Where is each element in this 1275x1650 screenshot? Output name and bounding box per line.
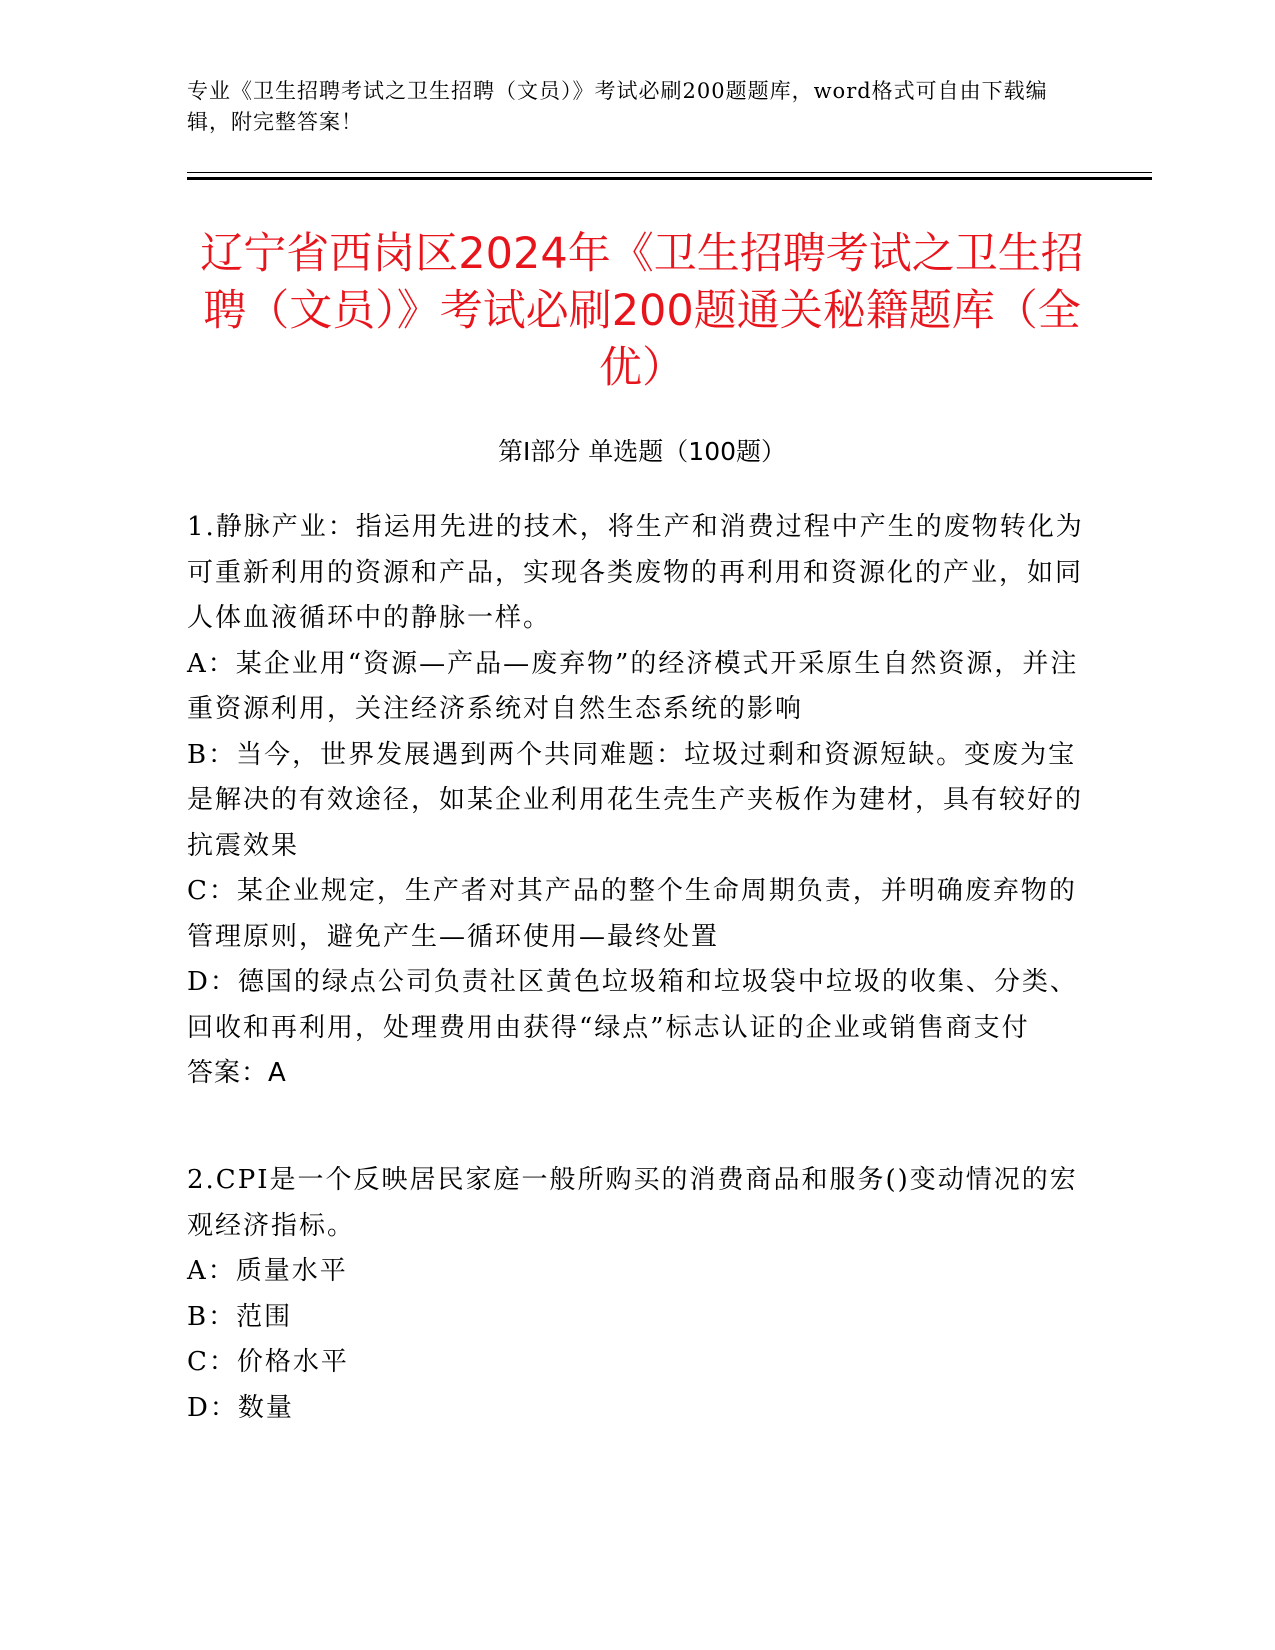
option-c: C：价格水平 <box>187 1347 349 1377</box>
option-d: D：数量 <box>187 1392 294 1423</box>
question-stem: 2.CPI是一个反映居民家庭一般所购买的消费商品和服务()变动情况的宏观经济指标。 <box>187 1165 1078 1241</box>
option-d: D：德国的绿点公司负责社区黄色垃圾箱和垃圾袋中垃圾的收集、分类、回收和再利用，处理费用由获得“绿点”标志认证的企业或销售商支付 <box>187 967 1078 1043</box>
section-heading: 第Ⅰ部分 单选题（100题） <box>497 437 787 466</box>
answer: 答案：A <box>187 1058 287 1088</box>
option-a: A：某企业用“资源—产品—废弃物”的经济模式开采原生自然资源，并注重资源利用，关注经济系统对自然生态系统的影响 <box>187 648 1079 724</box>
question-2 <box>187 1158 1087 1431</box>
option-c: C：某企业规定，生产者对其产品的整个生命周期负责，并明确废弃物的管理原则，避免产生—循环使用—最终处置 <box>187 876 1077 952</box>
question-1 <box>187 505 1087 1097</box>
option-b: B：范围 <box>187 1301 293 1332</box>
document-title: 辽宁省西岗区2024年《卫生招聘考试之卫生招聘（文员）》考试必刷200题通关秘籍题库（全优） <box>200 229 1084 393</box>
header-note: 专业《卫生招聘考试之卫生招聘（文员）》考试必刷200题题库，word格式可自由下载编辑，附完整答案！ <box>187 79 1048 134</box>
question-stem: 1.静脉产业：指运用先进的技术，将生产和消费过程中产生的废物转化为可重新利用的资源和产品，实现各类废物的再利用和资源化的产业，如同人体血液循环中的静脉一样。 <box>187 512 1084 633</box>
header-divider-thick <box>187 177 1152 180</box>
option-a: A：质量水平 <box>187 1256 348 1286</box>
option-b: B：当今，世界发展遇到两个共同难题：垃圾过剩和资源短缺。变废为宝是解决的有效途径，如某企业利用花生壳生产夹板作为建材，具有较好的抗震效果 <box>187 739 1084 861</box>
header-divider-thin <box>187 172 1152 173</box>
